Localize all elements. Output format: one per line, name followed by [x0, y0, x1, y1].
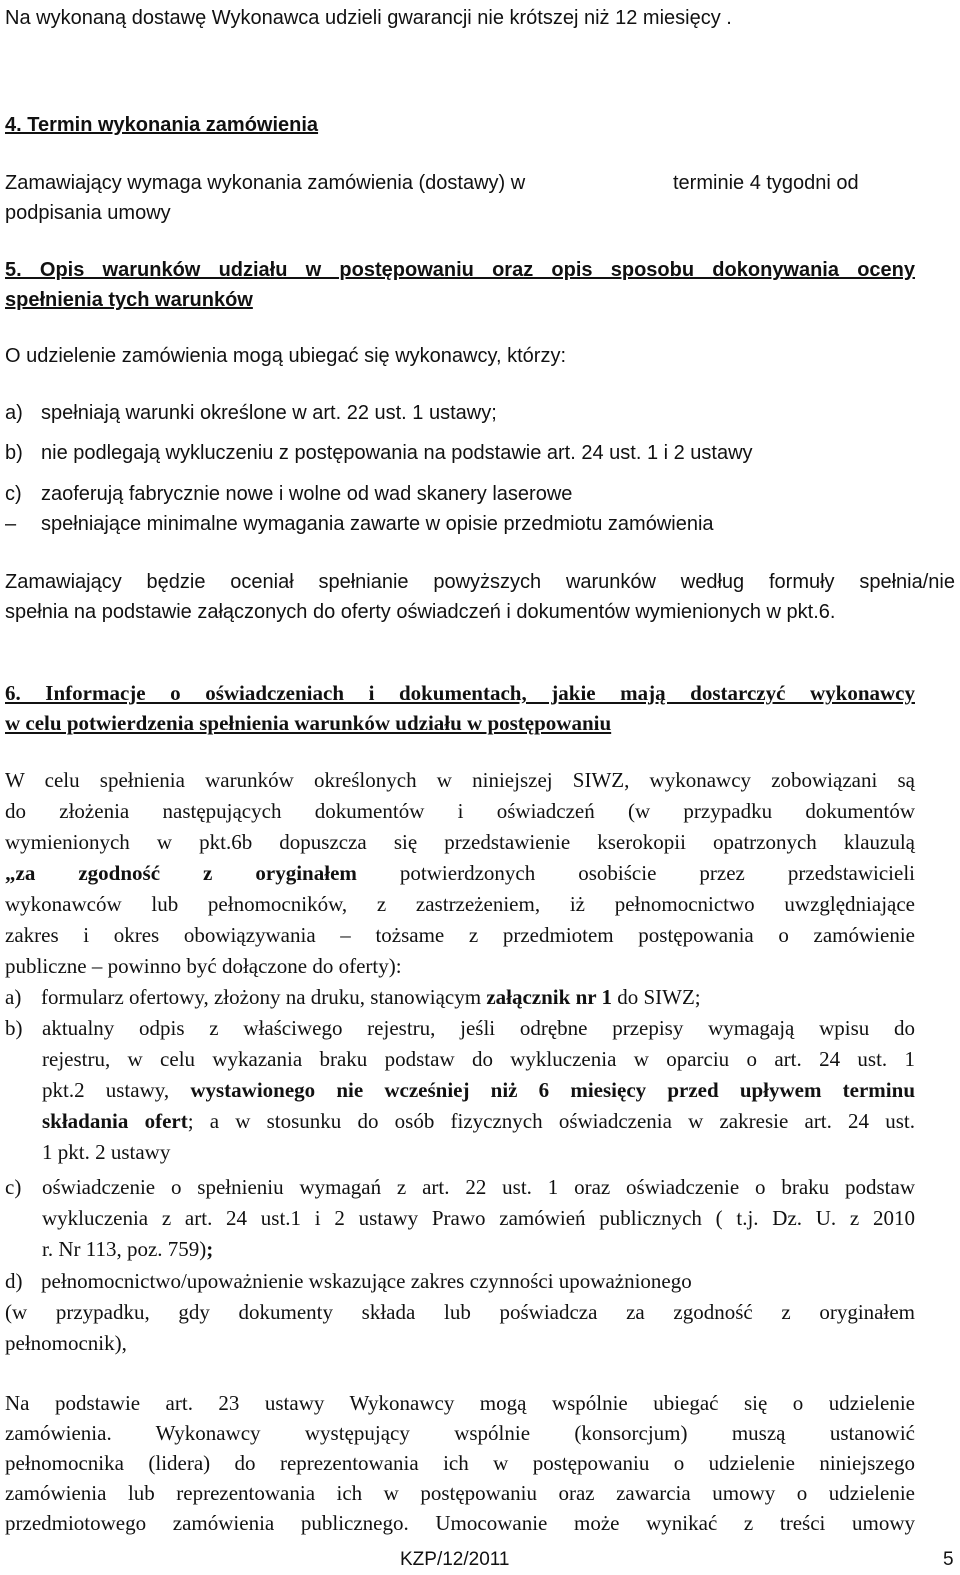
- list-item-text: r. Nr 113, poz. 759);: [42, 1237, 214, 1261]
- certified-copy-clause: „za zgodność z oryginałem: [5, 861, 357, 885]
- list-item-label: c): [5, 1175, 22, 1199]
- consortium-line4: zamówienia lub reprezentowania ich w postępowaniu oraz zawarcia umowy o udzielenie: [5, 1481, 915, 1505]
- list-item-label: a): [5, 985, 22, 1009]
- section-6-para-line4: „za zgodność z oryginałem potwierdzonych osobiście przez przedstawicieli: [5, 861, 916, 885]
- list-item-text: spełniające minimalne wymagania zawarte w opisie przedmiotu zamówienia: [41, 513, 714, 535]
- section-5-intro: O udzielenie zamówienia mogą ubiegać się wykonawcy, którzy:: [5, 345, 567, 367]
- section-5-heading-line1: 5. Opis warunków udziału w postępowaniu oraz opis sposobu dokonywania oceny: [5, 259, 915, 281]
- list-item-text: zaoferują fabrycznie nowe i wolne od wad skanery laserowe: [41, 483, 573, 505]
- list-item-text: składania ofert; a w stosunku do osób fizycznych oświadczenia w zakresie art. 24 ust.: [42, 1109, 915, 1133]
- list-item-text: oświadczenie o spełnieniu wymagań z art. 22 ust. 1 oraz oświadczenie o braku podstaw: [42, 1175, 915, 1199]
- list-item-label: c): [5, 483, 22, 505]
- list-item-text: 1 pkt. 2 ustawy: [42, 1140, 171, 1164]
- list-item-text: rejestru, w celu wykazania braku podstaw do wykluczenia w oparciu o art. 24 ust. 1: [42, 1047, 915, 1071]
- section-6-para-line7: publiczne – powinno być dołączone do oferty):: [5, 954, 402, 978]
- list-item: [5, 438, 753, 469]
- section-4-line1-left: Zamawiający wymaga wykonania zamówienia (dostawy) w: [5, 172, 526, 194]
- list-item-text: nie podlegają wykluczeniu z postępowania na podstawie art. 24 ust. 1 i 2 ustawy: [41, 442, 753, 464]
- list-item: [5, 1266, 692, 1297]
- section-4-line2: podpisania umowy: [5, 202, 171, 224]
- section-5-assessment-line2: spełnia na podstawie załączonych do oferty oświadczeń i dokumentów wymienionych w pkt.6.: [5, 601, 836, 623]
- section-4-line1-right: terminie 4 tygodni od: [673, 172, 859, 194]
- list-item-text: aktualny odpis z właściwego rejestru, jeśli odrębne przepisy wymagają wpisu do: [42, 1016, 915, 1040]
- list-item-text: pełnomocnik),: [5, 1331, 127, 1355]
- list-item: [5, 479, 572, 510]
- footer-document-code: KZP/12/2011: [400, 1549, 510, 1570]
- consortium-line3: pełnomocnika (lidera) do reprezentowania ich w postępowaniu o udzielenie niniejszego: [5, 1451, 915, 1475]
- section-5-heading-line2: spełnienia tych warunków: [5, 289, 253, 311]
- list-item-label: a): [5, 402, 23, 424]
- list-item-label: b): [5, 1016, 23, 1040]
- list-item-text: wykluczenia z art. 24 ust.1 i 2 ustawy Prawo zamówień publicznych ( t.j. Dz. U. z 2010: [42, 1206, 915, 1230]
- section-5-assessment-line1: Zamawiający będzie oceniał spełnianie powyższych warunków według formuły spełnia/nie: [5, 571, 955, 593]
- list-item: [5, 398, 497, 429]
- consortium-line5: przedmiotowego zamówienia publicznego. Umocowanie może wynikać z treści umowy: [5, 1511, 915, 1535]
- page-number: 5: [943, 1549, 954, 1570]
- warranty-line: Na wykonaną dostawę Wykonawca udzieli gwarancji nie krótszej niż 12 miesięcy .: [5, 7, 732, 29]
- section-6-para-line3: wymienionych w pkt.6b dopuszcza się przedstawienie kserokopii opatrzonych klauzulą: [5, 830, 915, 854]
- consortium-line1: Na podstawie art. 23 ustawy Wykonawcy mogą wspólnie ubiegać się o udzielenie: [5, 1391, 915, 1415]
- list-item-label: b): [5, 442, 23, 464]
- section-6-para-line5: wykonawców lub pełnomocników, z zastrzeżeniem, iż pełnomocnictwo uwzględniające: [5, 892, 915, 916]
- list-item-text: pełnomocnictwo/upoważnienie wskazujące zakres czynności upoważnionego: [41, 1269, 692, 1293]
- section-6-para-line2: do złożenia następujących dokumentów i oświadczeń (w przypadku dokumentów: [5, 799, 915, 823]
- section-4-heading: 4. Termin wykonania zamówienia: [5, 114, 319, 136]
- dash-bullet: –: [5, 513, 17, 535]
- list-item-label: d): [5, 1269, 23, 1293]
- section-6-para-line1: W celu spełnienia warunków określonych w niniejszej SIWZ, wykonawcy zobowiązani są: [5, 768, 915, 792]
- section-6-heading-line1: 6. Informacje o oświadczeniach i dokumentach, jakie mają dostarczyć wykonawcy: [5, 681, 915, 705]
- section-6-para-line6: zakres i okres obowiązywania – tożsame z przedmiotem postępowania o zamówienie: [5, 923, 915, 947]
- consortium-line2: zamówienia. Wykonawcy występujący wspólnie (konsorcjum) muszą ustanowić: [5, 1421, 915, 1445]
- section-6-heading-line2: w celu potwierdzenia spełnienia warunków udziału w postępowaniu: [5, 711, 612, 735]
- list-item-text: spełniają warunki określone w art. 22 ust. 1 ustawy;: [41, 402, 497, 424]
- list-item: a) formularz ofertowy, złożony na druku, stanowiącym załącznik nr 1 do SIWZ;: [5, 982, 701, 1013]
- list-item: [5, 509, 714, 540]
- list-item-text: pkt.2 ustawy, wystawionego nie wcześniej niż 6 miesięcy przed upływem terminu: [42, 1078, 915, 1102]
- list-item-text: (w przypadku, gdy dokumenty składa lub poświadcza za zgodność z oryginałem: [5, 1300, 915, 1324]
